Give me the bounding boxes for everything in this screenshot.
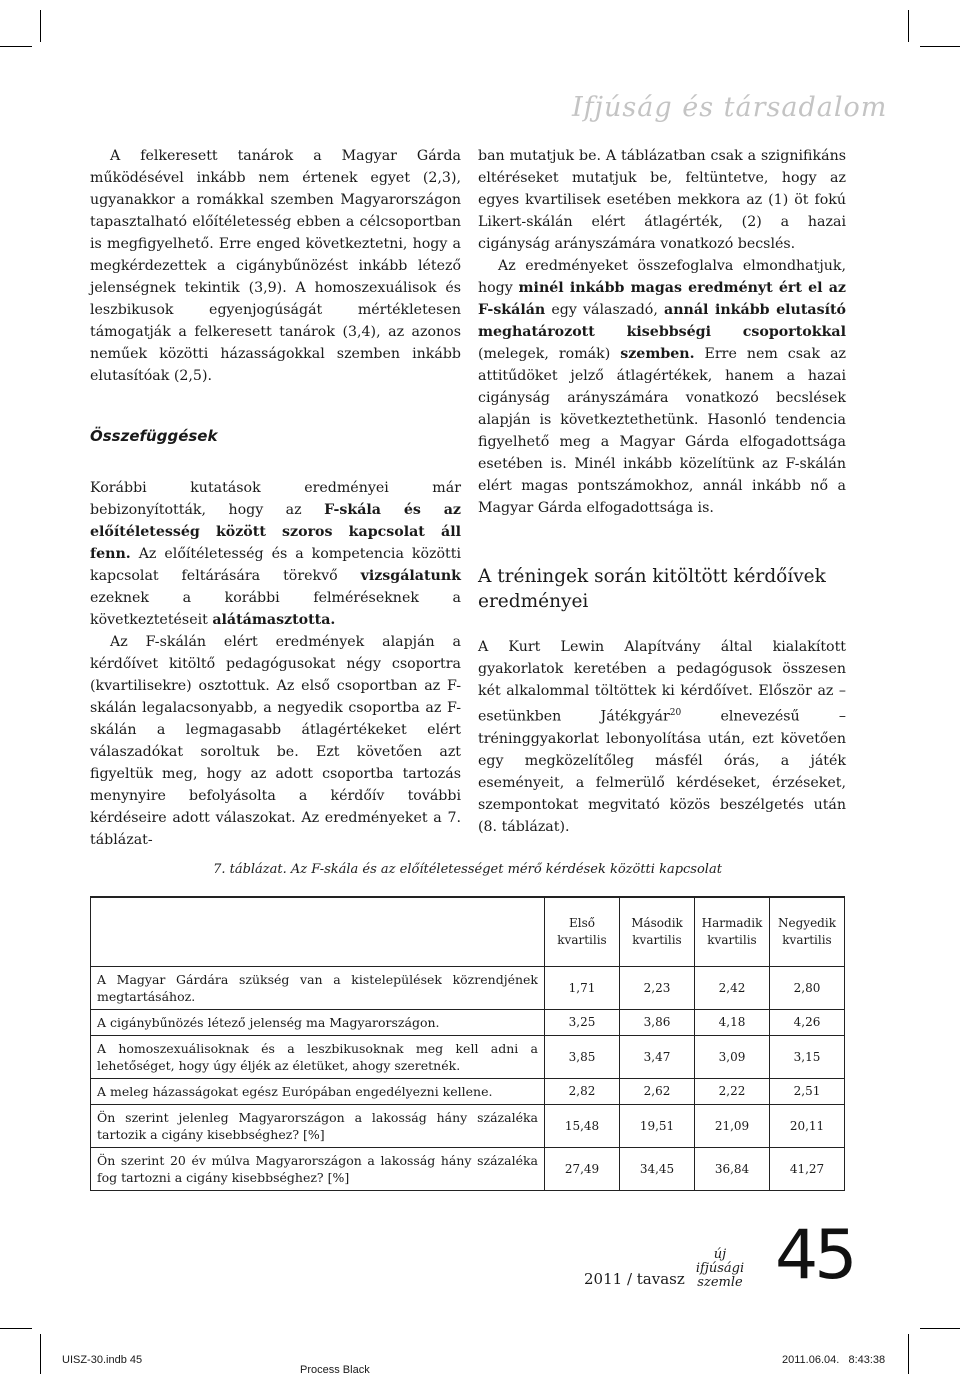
- question-cell: Ön szerint jelenleg Magyarországon a lakosság hány százaléka tartozik a cigány kisebbséghez? [%]: [91, 1105, 545, 1148]
- page-number: 45: [775, 1216, 854, 1295]
- slug-process: Process Black: [300, 1364, 370, 1376]
- value-cell: 3,15: [770, 1036, 845, 1079]
- table-header-row: [91, 897, 845, 967]
- crop-mark: [0, 46, 32, 47]
- slug-timestamp: 2011.06.04. 8:43:38: [782, 1354, 886, 1366]
- value-cell: 3,09: [695, 1036, 770, 1079]
- table-row: [91, 1079, 845, 1105]
- value-cell: 3,47: [620, 1036, 695, 1079]
- table-row: [91, 1036, 845, 1079]
- value-cell: 3,25: [545, 1010, 620, 1036]
- header-cell: Második kvartilis: [620, 897, 695, 967]
- table-caption: 7. táblázat. Az F-skála és az előítéletességet mérő kérdések közötti kapcsolat: [213, 862, 722, 877]
- running-header: Ifjúság és társadalom: [572, 92, 888, 123]
- value-cell: 3,86: [620, 1010, 695, 1036]
- question-cell: A cigánybűnözés létező jelenség ma Magyarországon.: [91, 1010, 545, 1036]
- crop-mark: [40, 1334, 41, 1374]
- question-cell: A meleg házasságokat egész Európában engedélyezni kellene.: [91, 1079, 545, 1105]
- value-cell: 2,23: [620, 967, 695, 1010]
- paragraph: A Kurt Lewin Alapítvány által kialakított gyakorlatok keretében a pedagógusok összesen két alkalommal töltöttek ki kérdőívet. Először az – esetünkben Játékgyár$^{20}$ elnevezésű – tréninggyakorlat lebonyolítása után, ezt követően egy megközelítőleg másfél órás, a játék eseményeit, a felmerülő kérdéseket, érzéseket, szempontokat megvitató közös beszélgetés után (8. táblázat).: [478, 639, 847, 835]
- value-cell: 27,49: [545, 1148, 620, 1191]
- table-row: [91, 1148, 845, 1191]
- paragraph: Az F-skálán elért eredmények alapján a kérdőívet kitöltő pedagógusokat négy csoportra (kvartilisekre) osztottuk. Az első csoportban az F-skálán legalacsonyabb, a negyedik csoportba az F-skálán a legmagasabb átlagértékeket elért válaszadókat soroltuk be. Ezt követően azt figyeltük meg, hogy az adott csoportba tartozás menynyire befolyásolta a kérdőív további kérdéseire adott válaszokat. Az eredményeket a 7. táblázat-: [90, 634, 461, 848]
- paragraph: Korábbi kutatások eredményei már bebizonyították, hogy az F-skála és az előítéletesség között szoros kapcsolat áll fenn. Az előítéletesség és a kompetencia közötti kapcsolat feltárására törekvő vizsgálatunk ezeknek a korábbi felméréseknek a következtetéseit alátámasztotta.: [90, 480, 461, 628]
- crop-mark: [920, 1328, 960, 1329]
- crop-mark: [920, 46, 960, 47]
- value-cell: 2,82: [545, 1079, 620, 1105]
- crop-mark: [908, 1334, 909, 1374]
- crop-mark: [40, 10, 41, 42]
- table-row: [91, 1105, 845, 1148]
- header-cell: Harmadik kvartilis: [695, 897, 770, 967]
- table-row: [91, 1010, 845, 1036]
- value-cell: 3,85: [545, 1036, 620, 1079]
- issue-date: 2011 / tavasz: [584, 1270, 685, 1288]
- paragraph: ban mutatjuk be. A táblázatban csak a szignifikáns eltéréseket mutatjuk be, feltüntetve, hogy az egyes kvartilisek esetében mekkora az (1) öt fokú Likert-skálán elért átlagérték, (2) a hazai cigányság arányszámára vonatkozó becslés.: [478, 148, 846, 252]
- value-cell: 19,51: [620, 1105, 695, 1148]
- value-cell: 2,42: [695, 967, 770, 1010]
- question-cell: A Magyar Gárdára szükség van a kistelepülések közrendjének megtartásához.: [91, 967, 545, 1010]
- crop-mark: [0, 1328, 32, 1329]
- section-title: Összefüggések: [90, 427, 218, 445]
- value-cell: 41,27: [770, 1148, 845, 1191]
- value-cell: 2,22: [695, 1079, 770, 1105]
- value-cell: 20,11: [770, 1105, 845, 1148]
- question-cell: Ön szerint 20 év múlva Magyarországon a lakosság hány százaléka fog tartozni a cigány kisebbséghez? [%]: [91, 1148, 545, 1191]
- value-cell: 34,45: [620, 1148, 695, 1191]
- table-row: [91, 967, 845, 1010]
- value-cell: 36,84: [695, 1148, 770, 1191]
- value-cell: 2,62: [620, 1079, 695, 1105]
- journal-logo: új ifjúsági szemle: [695, 1247, 745, 1290]
- question-cell: A homoszexuálisoknak és a leszbikusoknak meg kell adni a lehetőséget, hogy úgy éljék az életüket, ahogy szeretnék.: [91, 1036, 545, 1079]
- header-cell: [91, 897, 545, 967]
- header-cell: Első kvartilis: [545, 897, 620, 967]
- slug-file: UISZ-30.indb 45: [62, 1354, 143, 1366]
- section-heading: A tréningek során kitöltött kérdőívek eredményei: [478, 566, 826, 612]
- right-column: [478, 145, 846, 838]
- value-cell: 2,51: [770, 1079, 845, 1105]
- data-table: [90, 896, 845, 1191]
- value-cell: 4,18: [695, 1010, 770, 1036]
- value-cell: 1,71: [545, 967, 620, 1010]
- header-cell: Negyedik kvartilis: [770, 897, 845, 967]
- left-column: [90, 145, 461, 851]
- value-cell: 2,80: [770, 967, 845, 1010]
- value-cell: 4,26: [770, 1010, 845, 1036]
- value-cell: 21,09: [695, 1105, 770, 1148]
- paragraph: A felkeresett tanárok a Magyar Gárda működésével inkább nem értenek egyet (2,3), ugyanakkor a romákkal szemben Magyarországon tapasztalható előítéletesség ebben a célcsoportban is megfigyelhető. Erre enged következtetni, hogy a megkérdezettek a cigánybűnözést inkább létező jelenségnek tekintik (3,9). A homoszexuálisok és leszbikusok egyenjogúságát mértékletesen támogatják a felkeresett tanárok (3,4), az azonos neműek közötti házasságokkal szemben inkább elutasítóak (2,5).: [90, 148, 461, 384]
- crop-mark: [908, 10, 909, 42]
- value-cell: 15,48: [545, 1105, 620, 1148]
- paragraph: Az eredményeket összefoglalva elmondhatjuk, hogy minél inkább magas eredményt ért el az F-skálán egy válaszadó, annál inkább elutasító meghatározott kisebbségi csoportokkal (melegek, romák) szemben. Erre nem csak az attitűdöket jelző átlagértékek, hanem a hazai cigányság arányszámára vonatkozó becslések alapján is következtethetünk. Hasonló tendencia figyelhető meg a Magyar Gárda elfogadottsága esetében is. Minél inkább közelítünk az F-skálán elért magas pontszámokhoz, annál inkább nő a Magyar Gárda elfogadottsága is.: [478, 258, 847, 516]
